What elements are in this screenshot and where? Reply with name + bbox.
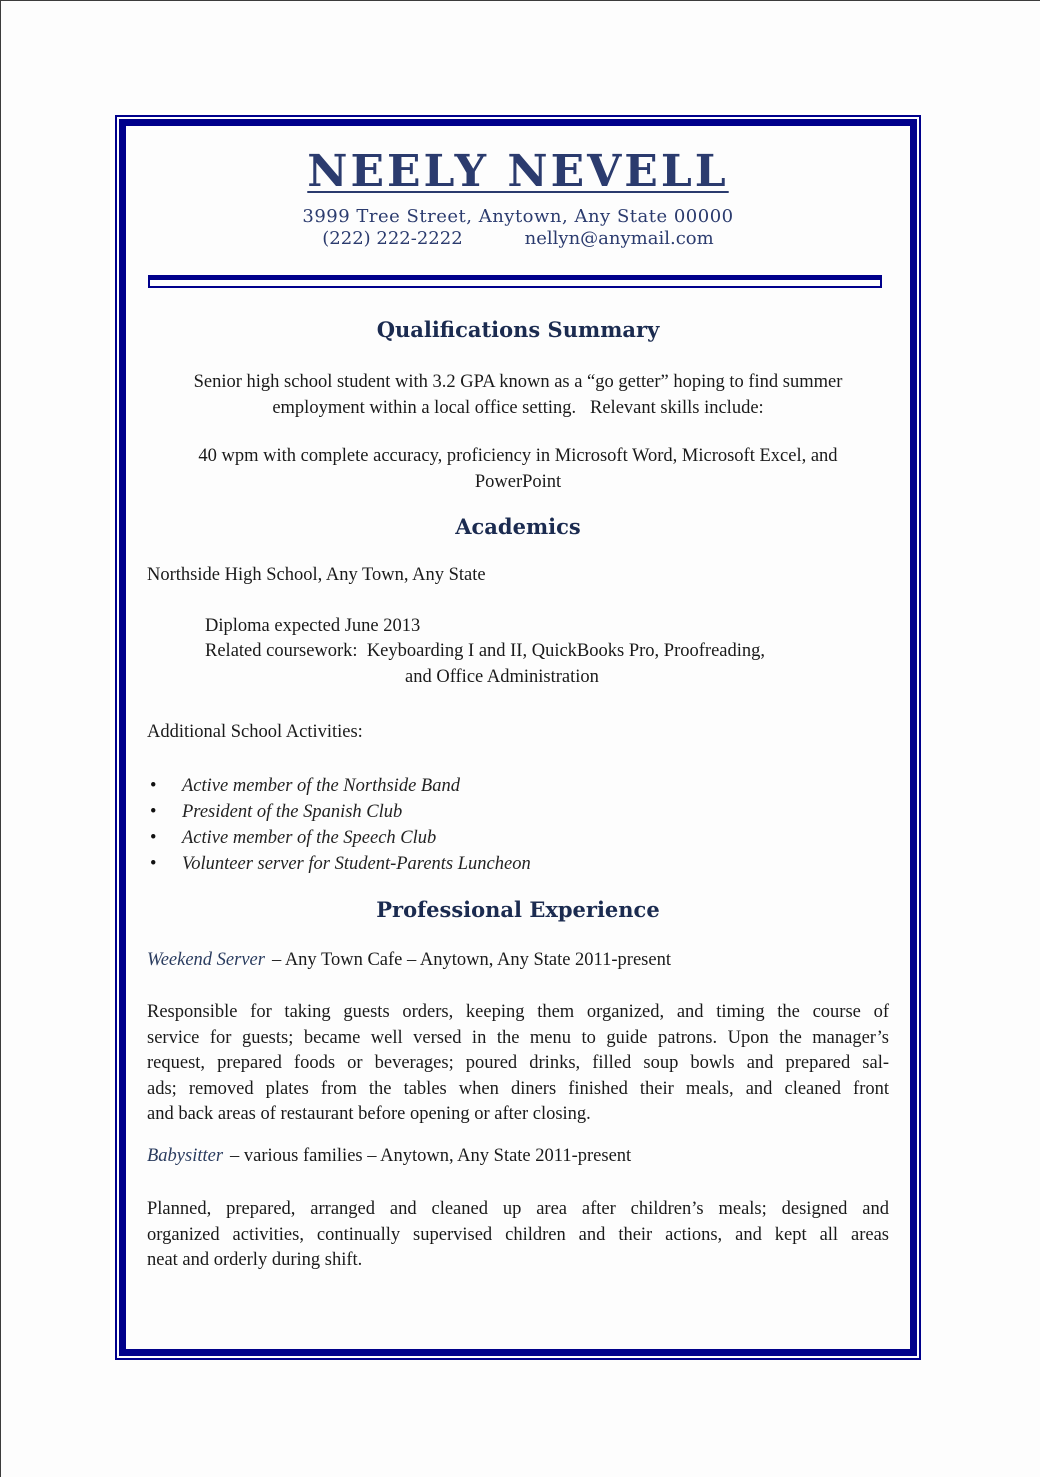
job-details: – Any Town Cafe – Anytown, Any State 2011-present: [271, 949, 671, 970]
person-name: NEELY NEVELL: [307, 146, 729, 197]
list-item: [147, 851, 889, 877]
activity-text: Active member of the Speech Club: [182, 827, 437, 848]
page-border-inner: [119, 119, 917, 1356]
job-title-line: [147, 948, 889, 974]
academics-heading: Academics: [455, 514, 581, 539]
job-description-line: and back areas of restaurant before opening or after closing.: [147, 1104, 591, 1124]
diploma-line: Diploma expected June 2013: [205, 615, 421, 636]
summary-line: employment within a local office setting. Relevant skills include:: [272, 397, 764, 418]
experience-heading: Professional Experience: [376, 896, 660, 922]
job-title: Weekend Server: [147, 949, 265, 970]
page-border-frame: [115, 115, 921, 1360]
job-title: Babysitter: [147, 1145, 224, 1166]
bullet-icon: •: [150, 827, 157, 848]
skills-line: 40 wpm with complete accuracy, proficiency in Microsoft Word, Microsoft Excel, and: [198, 446, 838, 466]
list-item: [147, 773, 889, 799]
activity-text: President of the Spanish Club: [182, 801, 403, 822]
job-description-line: request, prepared foods or beverages; poured drinks, filled soup bowls and prepared sal-: [147, 1053, 889, 1073]
email-address: nellyn@anymail.com: [524, 228, 714, 249]
job-description: [147, 1000, 889, 1128]
job-description-line: service for guests; became well versed in the menu to guide patrons. Upon the manager’s: [147, 1027, 889, 1048]
school-line: Northside High School, Any Town, Any State: [147, 565, 486, 585]
skills-paragraph: [147, 444, 889, 495]
bullet-icon: •: [150, 853, 157, 874]
coursework-line: Related coursework: Keyboarding I and II, QuickBooks Pro, Proofreading,: [205, 641, 766, 661]
phone-number: (222) 222-2222: [322, 228, 463, 249]
job-description-line: Responsible for taking guests orders, keeping them organized, and timing the course of: [147, 1002, 889, 1022]
summary-paragraph: [147, 370, 889, 421]
header-divider-rule: [148, 275, 882, 288]
summary-line: Senior high school student with 3.2 GPA known as a “go getter” hoping to find summer: [193, 372, 843, 392]
job-description-line: organized activities, continually supervised children and their actions, and kept all areas: [147, 1224, 889, 1245]
address-line: 3999 Tree Street, Anytown, Any State 00000: [302, 206, 734, 227]
resume-content: [126, 126, 910, 1349]
activity-text: Volunteer server for Student-Parents Luncheon: [182, 853, 531, 874]
activities-list: [147, 773, 889, 877]
qualifications-heading: Qualifications Summary: [376, 317, 660, 342]
activity-text: Active member of the Northside Band: [182, 775, 460, 796]
education-details: [147, 614, 889, 691]
job-description: [147, 1197, 889, 1274]
contact-line: [147, 229, 889, 249]
bullet-icon: •: [150, 775, 157, 796]
job-description-line: neat and orderly during shift.: [147, 1250, 363, 1270]
job-description-line: Planned, prepared, arranged and cleaned up area after children’s meals; designed and: [147, 1199, 889, 1219]
skills-line: PowerPoint: [474, 471, 562, 492]
job-details: – various families – Anytown, Any State 2011-present: [230, 1145, 632, 1166]
job-description-line: ads; removed plates from the tables when diners finished their meals, and cleaned front: [147, 1078, 889, 1099]
job-title-line: [147, 1144, 889, 1170]
list-item: [147, 825, 889, 851]
list-item: [147, 799, 889, 825]
bullet-icon: •: [150, 801, 157, 822]
activities-label: Additional School Activities:: [147, 722, 363, 742]
coursework-line: and Office Administration: [405, 666, 599, 687]
